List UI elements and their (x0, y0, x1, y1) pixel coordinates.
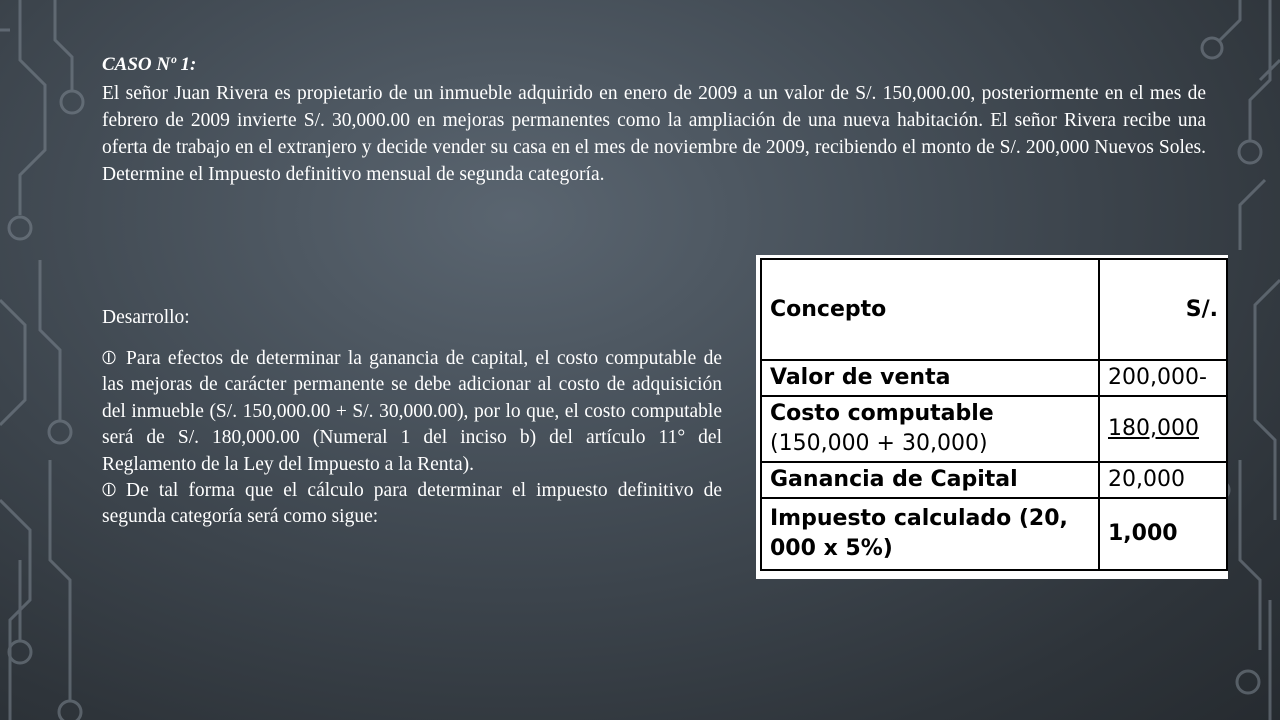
bullet-icon: ⦶ (102, 348, 117, 369)
case-title: CASO Nº 1: (102, 54, 197, 75)
table-row (761, 396, 1227, 462)
table-row (761, 462, 1227, 498)
row-concept: Ganancia de Capital (761, 462, 1099, 498)
development-paragraph-2: De tal forma que el cálculo para determinar el impuesto definitivo de segunda categoría será como sigue: (102, 480, 722, 528)
row-concept-main: Costo computable (770, 401, 994, 426)
row-amount: 180,000 (1099, 396, 1227, 462)
development-body (102, 346, 722, 531)
header-concept: Concepto (761, 259, 1099, 360)
row-concept (761, 396, 1099, 462)
tax-table (760, 258, 1228, 571)
development-heading: Desarrollo: (102, 307, 190, 328)
table-row (761, 360, 1227, 396)
table-header-row (761, 259, 1227, 360)
row-concept: Impuesto calculado (20, 000 x 5%) (761, 498, 1099, 570)
case-description: El señor Juan Rivera es propietario de un inmueble adquirido en enero de 2009 a un valor de S/. 150,000.00, posteriormente en el mes de febrero de 2009 invierte S/. 30,000.00 en mejoras permanentes como la ampliación de una nueva habitación. El señor Rivera recibe una oferta de trabajo en el extranjero y decide vender su casa en el mes de noviembre de 2009, recibiendo el monto de S/. 200,000 Nuevos Soles. Determine el Impuesto definitivo mensual de segunda categoría. (102, 83, 1206, 185)
row-concept-sub: (150,000 + 30,000) (770, 431, 988, 456)
header-amount: S/. (1099, 259, 1227, 360)
bullet-icon: ⦶ (102, 480, 117, 502)
tax-table-image (756, 255, 1228, 579)
row-amount: 200,000- (1099, 360, 1227, 396)
row-amount: 20,000 (1099, 462, 1227, 498)
row-amount: 1,000 (1099, 498, 1227, 570)
development-paragraph-1: Para efectos de determinar la ganancia de capital, el costo computable de las mejoras de carácter permanente se debe adicionar al costo de adquisición del inmueble (S/. 150,000.00 + S/. 30,000.00), por lo que, el costo computable será de S/. 180,000.00 (Numeral 1 del inciso b) del artículo 11° del Reglamento de la Ley del Impuesto a la Renta). (102, 348, 722, 475)
row-concept: Valor de venta (761, 360, 1099, 396)
table-row (761, 498, 1227, 570)
